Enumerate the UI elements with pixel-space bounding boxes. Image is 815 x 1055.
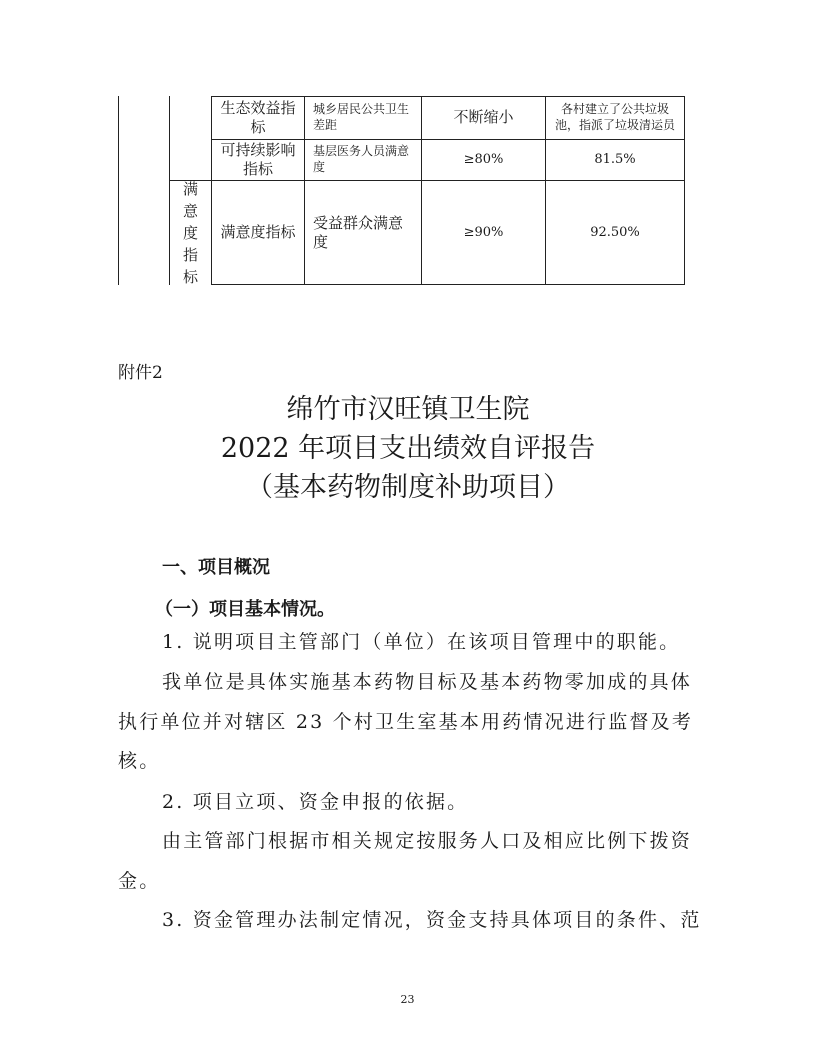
table-cell-category [170, 181, 211, 285]
paragraph-line: 执行单位并对辖区 23 个村卫生室基本用药情况进行监督及考 [118, 711, 694, 733]
table-cell-metric: 可持续影响指标 [220, 140, 296, 178]
table-cell-indicator: 受益群众满意度 [313, 213, 404, 251]
table-cell-target: ≥80% [463, 151, 504, 167]
table-cell-target: ≥90% [463, 224, 504, 240]
table-border-left [118, 96, 119, 285]
attachment-label: 附件2 [118, 363, 163, 383]
table-border-right [684, 96, 685, 285]
paragraph-line: 核。 [118, 750, 161, 772]
table-cell-indicator: 基层医务人员满意度 [313, 144, 410, 174]
table-cell-metric: 满意度指标 [220, 223, 296, 242]
report-title-line1: 绵竹市汉旺镇卫生院 [286, 394, 530, 425]
table-cell-actual: 各村建立了公共垃圾池，指派了垃圾清运员 [554, 102, 675, 132]
section-heading: 一、项目概况 [162, 557, 270, 578]
table-cell-target: 不断缩小 [453, 108, 514, 127]
paragraph-line: 2. 项目立项、资金申报的依据。 [162, 791, 469, 813]
table-cell-actual: 92.50% [590, 224, 640, 240]
paragraph-line: 由主管部门根据市相关规定按服务人口及相应比例下拨资 [162, 830, 693, 852]
paragraph-line: 我单位是具体实施基本药物目标及基本药物零加成的具体 [162, 671, 693, 693]
report-title-line3: （基本药物制度补助项目） [246, 472, 570, 503]
table-cell-metric: 生态效益指标 [220, 98, 296, 136]
paragraph-line: 1. 说明项目主管部门（单位）在该项目管理中的职能。 [162, 631, 681, 653]
table-cell-indicator: 城乡居民公共卫生差距 [313, 102, 410, 132]
report-title-line2: 2022 年项目支出绩效自评报告 [220, 433, 596, 464]
table-cell-actual: 81.5% [594, 151, 636, 167]
category-label: 满意度指标 [182, 180, 198, 286]
paragraph-line: 3. 资金管理办法制定情况，资金支持具体项目的条件、范 [162, 909, 702, 931]
subsection-heading: （一）项目基本情况。 [155, 599, 335, 620]
paragraph-line: 金。 [118, 870, 161, 892]
page-number: 23 [400, 993, 415, 1006]
